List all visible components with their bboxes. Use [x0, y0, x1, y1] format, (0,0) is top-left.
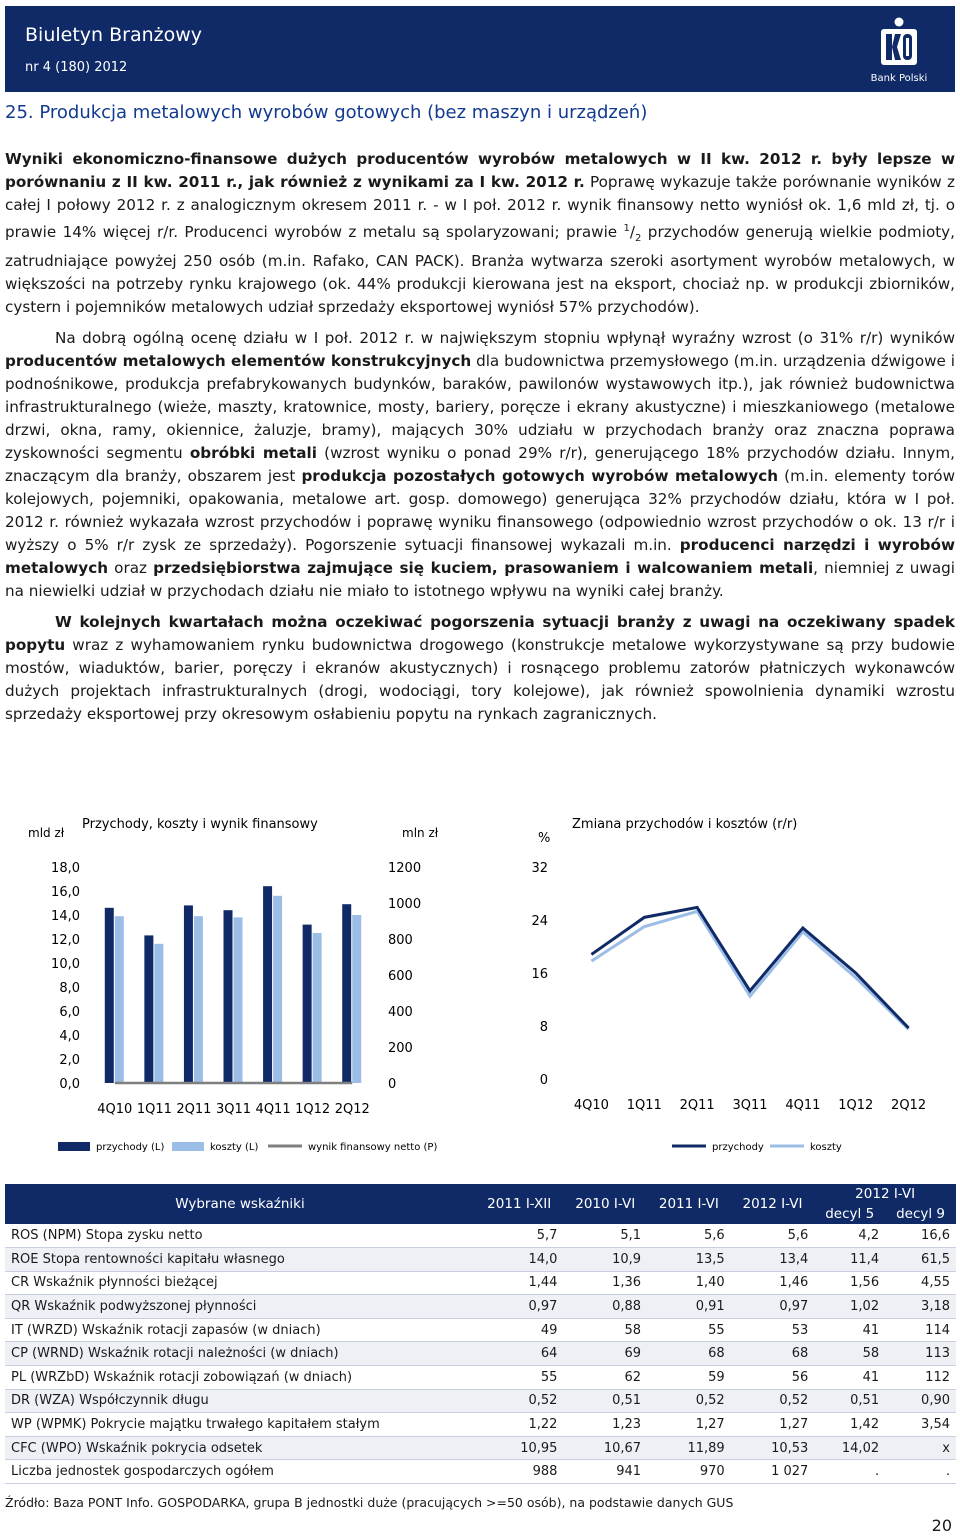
- sub-col-header: decyl 5: [814, 1204, 885, 1224]
- cell-value: 53: [731, 1318, 815, 1342]
- page-number: 20: [931, 1516, 952, 1535]
- cell-value: 0,97: [731, 1295, 815, 1319]
- cell-value: 0,52: [731, 1389, 815, 1413]
- table-row: [5, 1413, 956, 1437]
- cell-value: 1,23: [563, 1413, 647, 1437]
- legend-label: koszty: [810, 1142, 842, 1153]
- row-label: CFC (WPO) Wskaźnik pokrycia odsetek: [5, 1436, 475, 1460]
- x-tick-label: 4Q10: [97, 1102, 133, 1117]
- paragraph-2-c: dla budownictwa przemysłowego (m.in. urządzenia dźwigowe i podnośnikowe, produkcja prefabrykowanych budynków, baraków, pawilonów wystawowych itp.), jak również budownictwa infrastrukturalnego (wieże, maszty, kratownice, mosty, bariery, poręcze i ekrany akustyczne) i mieszkaniowego (metalowe drzwi, okna, ramy, okiennice, żaluzje, bramy), mających 30% udziału w przychodach branży oraz znaczna poprawa zyskowności segmentu: [5, 352, 955, 463]
- tick-label: 32: [531, 861, 548, 876]
- cell-value: 55: [475, 1366, 563, 1390]
- table-row: [5, 1436, 956, 1460]
- cell-value: 14,02: [814, 1436, 885, 1460]
- bar-revenue: [263, 886, 272, 1083]
- chart-title: Przychody, koszty i wynik finansowy: [82, 817, 318, 832]
- cell-value: 0,51: [814, 1389, 885, 1413]
- paragraph-3-lead: W kolejnych kwartałach można oczekiwać pogorszenia sytuacji branży z uwagi na oczekiwany spadek popytu: [5, 613, 955, 655]
- x-tick-label: 1Q12: [295, 1102, 331, 1117]
- cell-value: 10,9: [563, 1248, 647, 1272]
- cell-value: 10,67: [563, 1436, 647, 1460]
- cell-value: 4,55: [885, 1271, 956, 1295]
- cell-value: 14,0: [475, 1248, 563, 1272]
- bar-revenue: [105, 908, 114, 1083]
- charts-area: [0, 800, 960, 1180]
- cell-value: 1,46: [731, 1271, 815, 1295]
- chart-change-yoy: [531, 817, 926, 1153]
- tick-label: 24: [531, 914, 548, 929]
- paragraph-2-k: , niemniej z uwagi na niewielki udział w przychodach działu nie miało to istotnego wpływu na wyniki całej branży.: [5, 559, 955, 601]
- cell-value: 1,36: [563, 1271, 647, 1295]
- cell-value: 114: [885, 1318, 956, 1342]
- table-row: [5, 1271, 956, 1295]
- fraction-denominator: 2: [635, 233, 642, 245]
- tick-label-left: 16,0: [51, 885, 80, 900]
- cell-value: 10,53: [731, 1436, 815, 1460]
- issue-number: nr 4 (180) 2012: [25, 60, 128, 75]
- legend-swatch: [172, 1142, 204, 1151]
- row-label: Liczba jednostek gospodarczych ogółem: [5, 1460, 475, 1484]
- row-label: QR Wskaźnik podwyższonej płynności: [5, 1295, 475, 1319]
- publication-title: Biuletyn Branżowy: [25, 24, 203, 46]
- x-tick-label: 2Q12: [891, 1098, 927, 1113]
- bar-costs: [313, 933, 322, 1083]
- indicators-table: [5, 1184, 956, 1484]
- chart-title: Zmiana przychodów i kosztów (r/r): [572, 817, 798, 832]
- cell-value: 0,91: [647, 1295, 731, 1319]
- cell-value: 49: [475, 1318, 563, 1342]
- cell-value: 13,5: [647, 1248, 731, 1272]
- cell-value: 58: [563, 1318, 647, 1342]
- tick-label-left: 0,0: [59, 1077, 80, 1092]
- paragraph-2-h: producenci narzędzi i wyrobów metalowych: [5, 536, 955, 578]
- cell-value: 970: [647, 1460, 731, 1484]
- tick-label-right: 1200: [388, 861, 422, 876]
- cell-value: 55: [647, 1318, 731, 1342]
- x-tick-label: 2Q11: [679, 1098, 715, 1113]
- tick-label-left: 12,0: [51, 933, 80, 948]
- cell-value: 1,27: [731, 1413, 815, 1437]
- bank-logo: [853, 14, 945, 84]
- cell-value: 4,2: [814, 1224, 885, 1248]
- paragraph-3-text: wraz z wyhamowaniem rynku budownictwa drogowego (konstrukcje metalowe wykorzystywane są przy budowie mostów, wiaduktów, barier, poręczy i ekranów akustycznych) i rosnącego problemu zatorów płatniczych wykonawców dużych projektach infrastrukturalnych (drogi, wodociągi, tory kolejowe), jak również spowolnienia dynamiki wzrostu sprzedaży eksportowej przy okresowym osłabieniu popytu na rynkach zagranicznych.: [5, 636, 955, 724]
- row-label: ROE Stopa rentowności kapitału własnego: [5, 1248, 475, 1272]
- tick-label: 0: [539, 1073, 548, 1088]
- cell-value: 11,4: [814, 1248, 885, 1272]
- paragraph-2-g: (m.in. elementy torów kolejowych, pojemniki, opakowania, metalowe art. gosp. domowego) generująca 32% przychodów działu, która w I poł. 2012 r. również wykazała wzrost przychodów i poprawę wyniku finansowego (odpowiednio wzrost przychodów o ok. 13 r/r i wyższy o 5% r/r zysk ze sprzedaży). Pogorszenie sytuacji finansowej wykazali m.in.: [5, 467, 955, 555]
- cell-value: 61,5: [885, 1248, 956, 1272]
- legend-label: koszty (L): [210, 1142, 259, 1153]
- cell-value: 1,40: [647, 1271, 731, 1295]
- x-tick-label: 3Q11: [732, 1098, 768, 1113]
- sub-col-header: decyl 9: [885, 1204, 956, 1224]
- col-header: 2011 I-VI: [647, 1184, 731, 1224]
- cell-value: 1,27: [647, 1413, 731, 1437]
- tick-label: 8: [539, 1020, 548, 1035]
- x-tick-label: 3Q11: [215, 1102, 252, 1117]
- cell-value: 11,89: [647, 1436, 731, 1460]
- legend-label: przychody: [712, 1142, 764, 1153]
- series-line-koszty: [591, 911, 908, 1029]
- cell-value: 1,42: [814, 1413, 885, 1437]
- paragraph-2-f: produkcja pozostałych gotowych wyrobów metalowych: [301, 467, 779, 486]
- cell-value: 64: [475, 1342, 563, 1366]
- fraction-numerator: 1: [623, 223, 630, 234]
- cell-value: 13,4: [731, 1248, 815, 1272]
- x-tick-label: 4Q10: [573, 1098, 609, 1113]
- paragraph-1-text-c: przychodów generują wielkie podmioty, zatrudniające powyżej 250 osób (m.in. Rafako, CAN PACK). Branża wytwarza szeroki asortyment wyrobów metalowych, w większości na potrzeby rynku krajowego (ok. 44% produkcji kierowana jest na eksport, chociaż np. w produkcji zbiorników, cystern i pojemników metalowych udział sprzedaży eksportowej wyniósł 57% przychodów).: [5, 223, 956, 317]
- row-label: IT (WRZD) Wskaźnik rotacji zapasów (w dniach): [5, 1318, 475, 1342]
- row-label: WP (WPMK) Pokrycie majątku trwałego kapitałem stałym: [5, 1413, 475, 1437]
- cell-value: 941: [563, 1460, 647, 1484]
- cell-value: x: [885, 1436, 956, 1460]
- cell-value: 68: [647, 1342, 731, 1366]
- x-tick-label: 2Q11: [176, 1102, 212, 1117]
- table-row: [5, 1389, 956, 1413]
- row-label: DR (WZA) Współczynnik długu: [5, 1389, 475, 1413]
- paragraph-3: [5, 611, 955, 726]
- cell-value: 0,88: [563, 1295, 647, 1319]
- tick-label-right: 200: [388, 1041, 413, 1056]
- article-body: [5, 148, 955, 734]
- bar-costs: [194, 916, 203, 1083]
- cell-value: 3,18: [885, 1295, 956, 1319]
- paragraph-1-lead: Wyniki ekonomiczno-finansowe dużych producentów wyrobów metalowych w II kw. 2012 r. były lepsze w porównaniu z II kw. 2011 r., jak również z wynikami za I kw. 2012 r.: [5, 150, 955, 191]
- col-header: 2012 I-VI: [731, 1184, 815, 1224]
- cell-value: 58: [814, 1342, 885, 1366]
- paragraph-2-e: (wzrost wyniku o ponad 29% r/r), generującego 18% przychodów działu. Innym, znaczącym dla branży, obszarem jest: [5, 444, 955, 486]
- paragraph-2-b: producentów metalowych elementów konstrukcyjnych: [5, 352, 472, 371]
- paragraph-2-i: oraz: [108, 559, 154, 578]
- table-title: Wybrane wskaźniki: [5, 1184, 475, 1224]
- y-axis-label-left: mld zł: [28, 826, 65, 840]
- cell-value: 41: [814, 1318, 885, 1342]
- col-header: 2011 I-XII: [475, 1184, 563, 1224]
- cell-value: 0,90: [885, 1389, 956, 1413]
- table-row: [5, 1224, 956, 1248]
- tick-label-right: 1000: [388, 897, 422, 912]
- cell-value: 3,54: [885, 1413, 956, 1437]
- cell-value: 5,6: [647, 1224, 731, 1248]
- cell-value: 0,51: [563, 1389, 647, 1413]
- y-axis-label-right: mln zł: [402, 826, 439, 840]
- paragraph-2-d: obróbki metali: [189, 444, 317, 463]
- table-row: [5, 1295, 956, 1319]
- cell-value: 16,6: [885, 1224, 956, 1248]
- cell-value: 1,02: [814, 1295, 885, 1319]
- x-tick-label: 4Q11: [255, 1102, 291, 1117]
- tick-label-right: 600: [388, 969, 413, 984]
- tick-label-left: 4,0: [59, 1029, 80, 1044]
- tick-label-right: 800: [388, 933, 413, 948]
- section-title: 25. Produkcja metalowych wyrobów gotowych (bez maszyn i urządzeń): [5, 102, 648, 123]
- logo-caption: Bank Polski: [870, 73, 928, 84]
- cell-value: 69: [563, 1342, 647, 1366]
- x-tick-label: 1Q11: [136, 1102, 172, 1117]
- cell-value: 0,52: [475, 1389, 563, 1413]
- table-row: [5, 1366, 956, 1390]
- bar-revenue: [224, 910, 233, 1083]
- cell-value: 1,56: [814, 1271, 885, 1295]
- cell-value: 113: [885, 1342, 956, 1366]
- pko-logo-icon: [874, 16, 924, 68]
- cell-value: 1,44: [475, 1271, 563, 1295]
- legend-swatch: [58, 1142, 90, 1151]
- paragraph-2: [5, 327, 955, 603]
- bar-costs: [234, 917, 243, 1083]
- cell-value: 0,97: [475, 1295, 563, 1319]
- paragraph-1-text-b: Producenci wyrobów z metalu są spolaryzowani; prawie: [178, 223, 624, 242]
- tick-label: 16: [531, 967, 548, 982]
- cell-value: 62: [563, 1366, 647, 1390]
- x-tick-label: 4Q11: [785, 1098, 821, 1113]
- cell-value: 5,1: [563, 1224, 647, 1248]
- paragraph-1-text-a: Poprawę wykazuje także porównanie wyników z całej I połowy 2012 r. z analogicznym okresem 2011 r. - w I poł. 2012 r. wynik finansowy netto wyniósł ok. 1,6 mld zł, tj. o prawie 14% więcej r/r.: [5, 173, 955, 242]
- cell-value: .: [814, 1460, 885, 1484]
- bar-revenue: [303, 925, 312, 1083]
- table-row: [5, 1318, 956, 1342]
- legend-label: wynik finansowy netto (P): [308, 1142, 438, 1153]
- bar-costs: [154, 944, 163, 1083]
- paragraph-2-a: Na dobrą ogólną ocenę działu w I poł. 2012 r. w największym stopniu wpłynął wyraźny wzrost (o 31% r/r) wyników: [55, 329, 955, 348]
- cell-value: 0,52: [647, 1389, 731, 1413]
- tick-label-left: 2,0: [59, 1053, 80, 1068]
- cell-value: 988: [475, 1460, 563, 1484]
- legend-label: przychody (L): [96, 1142, 165, 1153]
- page-header: [5, 6, 955, 92]
- bar-costs: [115, 916, 124, 1083]
- cell-value: 10,95: [475, 1436, 563, 1460]
- bar-revenue: [144, 935, 153, 1083]
- tick-label-right: 400: [388, 1005, 413, 1020]
- row-label: CR Wskaźnik płynności bieżącej: [5, 1271, 475, 1295]
- row-label: PL (WRZbD) Wskaźnik rotacji zobowiązań (w dniach): [5, 1366, 475, 1390]
- cell-value: 5,7: [475, 1224, 563, 1248]
- tick-label-left: 8,0: [59, 981, 80, 996]
- tick-label-right: 0: [388, 1077, 397, 1092]
- cell-value: 1,22: [475, 1413, 563, 1437]
- bar-revenue: [184, 905, 193, 1083]
- tick-label-left: 6,0: [59, 1005, 80, 1020]
- group-header: 2012 I-VI: [814, 1184, 956, 1204]
- table-row: [5, 1460, 956, 1484]
- row-label: CP (WRND) Wskaźnik rotacji należności (w dniach): [5, 1342, 475, 1366]
- bar-revenue: [342, 904, 351, 1083]
- series-line-przychody: [591, 907, 908, 1028]
- x-tick-label: 1Q12: [838, 1098, 874, 1113]
- col-header: 2010 I-VI: [563, 1184, 647, 1224]
- y-axis-label: %: [538, 831, 551, 846]
- bar-costs: [273, 896, 282, 1083]
- table-row: [5, 1342, 956, 1366]
- cell-value: 112: [885, 1366, 956, 1390]
- bar-costs: [352, 915, 361, 1083]
- row-label: ROS (NPM) Stopa zysku netto: [5, 1224, 475, 1248]
- source-note: Źródło: Baza PONT Info. GOSPODARKA, grupa B jednostki duże (pracujących >=50 osób), na podstawie danych GUS: [5, 1495, 734, 1510]
- chart-revenue-costs-result: [28, 817, 439, 1153]
- tick-label-left: 10,0: [51, 957, 80, 972]
- x-tick-label: 1Q11: [626, 1098, 662, 1113]
- tick-label-left: 18,0: [51, 861, 80, 876]
- x-tick-label: 2Q12: [334, 1102, 370, 1117]
- tick-label-left: 14,0: [51, 909, 80, 924]
- cell-value: 1 027: [731, 1460, 815, 1484]
- cell-value: .: [885, 1460, 956, 1484]
- cell-value: 5,6: [731, 1224, 815, 1248]
- cell-value: 41: [814, 1366, 885, 1390]
- cell-value: 68: [731, 1342, 815, 1366]
- cell-value: 56: [731, 1366, 815, 1390]
- paragraph-2-j: przedsiębiorstwa zajmujące się kuciem, prasowaniem i walcowaniem metali: [153, 559, 814, 578]
- paragraph-1: Wyniki ekonomiczno-finansowe dużych producentów wyrobów metalowych w II kw. 2012 r. były lepsze w porównaniu z II kw. 2011 r., jak również z wynikami za I kw. 2012 r. Poprawę wykazuje także porównanie wyników z całej I połowy 2012 r. z analogicznym okresem 2011 r. - w I poł. 2012 r. wynik finansowy netto wyniósł ok. 1,6 mld zł, tj. o prawie 14% więcej r/r. Producenci wyrobów z metalu są spolaryzowani; prawie $^1/_2$ przychodów generują wielkie podmioty, zatrudniające powyżej 250 osób (m.in. Rafako, CAN PACK). Branża wytwarza szeroki asortyment wyrobów metalowych, w większości na potrzeby rynku krajowego (ok. 44% produkcji kierowana jest na eksport, chociaż np. w produkcji zbiorników, cystern i pojemników metalowych udział sprzedaży eksportowej wyniósł 57% przychodów).: [5, 150, 956, 317]
- cell-value: 59: [647, 1366, 731, 1390]
- table-row: [5, 1248, 956, 1272]
